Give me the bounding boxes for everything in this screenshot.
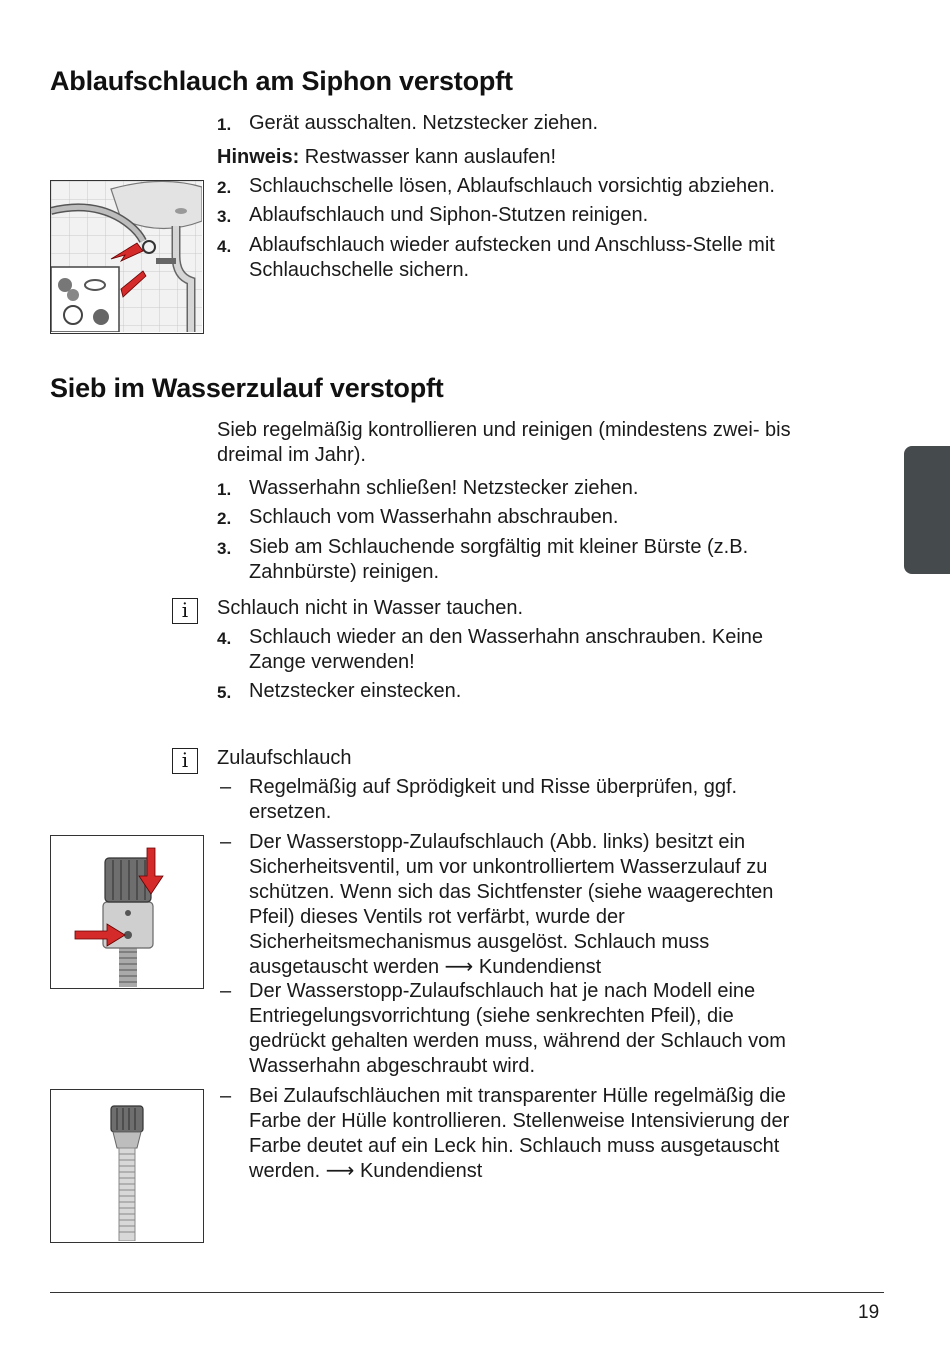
step-text: Ablaufschlauch und Siphon-Stutzen reinigen. <box>249 204 649 226</box>
bullet-line: ersetzen. <box>249 801 332 823</box>
step-text-line: Ablaufschlauch wieder aufstecken und Anschluss-Stelle mit <box>249 234 775 256</box>
chapter-tab <box>904 446 950 574</box>
step-text-line: Schlauchschelle sichern. <box>249 259 470 281</box>
bullet-line: werden. ⟶ Kundendienst <box>249 1160 483 1182</box>
step-number: 4. <box>217 237 232 256</box>
step-number: 1. <box>217 480 232 499</box>
bullet-line: Farbe der Hülle kontrollieren. Stellenweise Intensivierung der <box>249 1110 790 1132</box>
step-text <box>249 625 889 675</box>
intro-text <box>217 418 882 468</box>
inlet-hose-heading: Zulaufschlauch <box>217 747 352 769</box>
info-icon: i <box>172 748 198 774</box>
intro-line: dreimal im Jahr). <box>217 444 366 466</box>
bullet-line: Wasserhahn abgeschraubt wird. <box>249 1055 536 1077</box>
bullet-text <box>249 979 889 1079</box>
step-number: 3. <box>217 207 232 226</box>
note-label: Hinweis: <box>217 146 300 168</box>
step-text-line: Zahnbürste) reinigen. <box>249 561 440 583</box>
bullet-dash: – <box>220 831 232 853</box>
step-text <box>249 233 889 283</box>
bullet-line: Pfeil) dieses Ventils rot verfärbt, wurde der <box>249 906 625 928</box>
step-number: 4. <box>217 629 232 648</box>
section-title-drain-hose: Ablaufschlauch am Siphon verstopft <box>50 66 513 96</box>
bullet-line: Entriegelungsvorrichtung (siehe senkrechten Pfeil), die <box>249 1005 734 1027</box>
bullet-line: Sicherheitsmechanismus ausgelöst. Schlauch muss <box>249 931 710 953</box>
page-number: 19 <box>858 1302 880 1323</box>
step-number: 2. <box>217 178 232 197</box>
step-text-line: Zange verwenden! <box>249 651 415 673</box>
step-number: 2. <box>217 509 232 528</box>
step-text: Schlauch vom Wasserhahn abschrauben. <box>249 506 619 528</box>
bullet-line: Sicherheitsventil, um vor unkontrolliertem Wasserzulauf zu <box>249 856 768 878</box>
footer-divider <box>50 1292 884 1293</box>
step-text <box>249 535 889 585</box>
step-text-line: Schlauch wieder an den Wasserhahn anschrauben. Keine <box>249 626 764 648</box>
bullet-text <box>249 1084 889 1184</box>
info-text: Schlauch nicht in Wasser tauchen. <box>217 597 524 619</box>
bullet-line: Farbe deutet auf ein Leck hin. Schlauch muss ausgetauscht <box>249 1135 780 1157</box>
bullet-line: Der Wasserstopp-Zulaufschlauch hat je nach Modell eine <box>249 980 756 1002</box>
bullet-line: schützen. Wenn sich das Sichtfenster (siehe waagerechten <box>249 881 774 903</box>
bullet-line: gedrückt gehalten werden muss, während der Schlauch vom <box>249 1030 786 1052</box>
bullet-line: Der Wasserstopp-Zulaufschlauch (Abb. links) besitzt ein <box>249 831 746 853</box>
bullet-line: Bei Zulaufschläuchen mit transparenter Hülle regelmäßig die <box>249 1085 786 1107</box>
bullet-dash: – <box>220 776 232 798</box>
step-text: Netzstecker einstecken. <box>249 680 462 702</box>
step-number: 5. <box>217 683 232 702</box>
section-title-water-inlet-filter: Sieb im Wasserzulauf verstopft <box>50 373 444 403</box>
bullet-dash: – <box>220 1085 232 1107</box>
intro-line: Sieb regelmäßig kontrollieren und reinigen (mindestens zwei- bis <box>217 419 791 441</box>
step-text-line: Sieb am Schlauchende sorgfältig mit kleiner Bürste (z.B. <box>249 536 749 558</box>
aquastop-hose-illustration <box>50 835 204 989</box>
bullet-line: Regelmäßig auf Sprödigkeit und Risse überprüfen, ggf. <box>249 776 738 798</box>
siphon-illustration <box>50 180 204 334</box>
step-number: 1. <box>217 115 232 134</box>
bullet-line: ausgetauscht werden ⟶ Kundendienst <box>249 956 602 978</box>
note-text: Restwasser kann auslaufen! <box>299 146 557 168</box>
bullet-dash: – <box>220 980 232 1002</box>
step-text: Schlauchschelle lösen, Ablaufschlauch vorsichtig abziehen. <box>249 175 775 197</box>
transparent-hose-illustration <box>50 1089 204 1243</box>
bullet-text <box>249 830 889 980</box>
step-number: 3. <box>217 539 232 558</box>
bullet-text <box>249 775 889 825</box>
info-icon: i <box>172 598 198 624</box>
note-line <box>217 145 882 170</box>
step-text: Gerät ausschalten. Netzstecker ziehen. <box>249 112 599 134</box>
step-text: Wasserhahn schließen! Netzstecker ziehen. <box>249 477 639 499</box>
